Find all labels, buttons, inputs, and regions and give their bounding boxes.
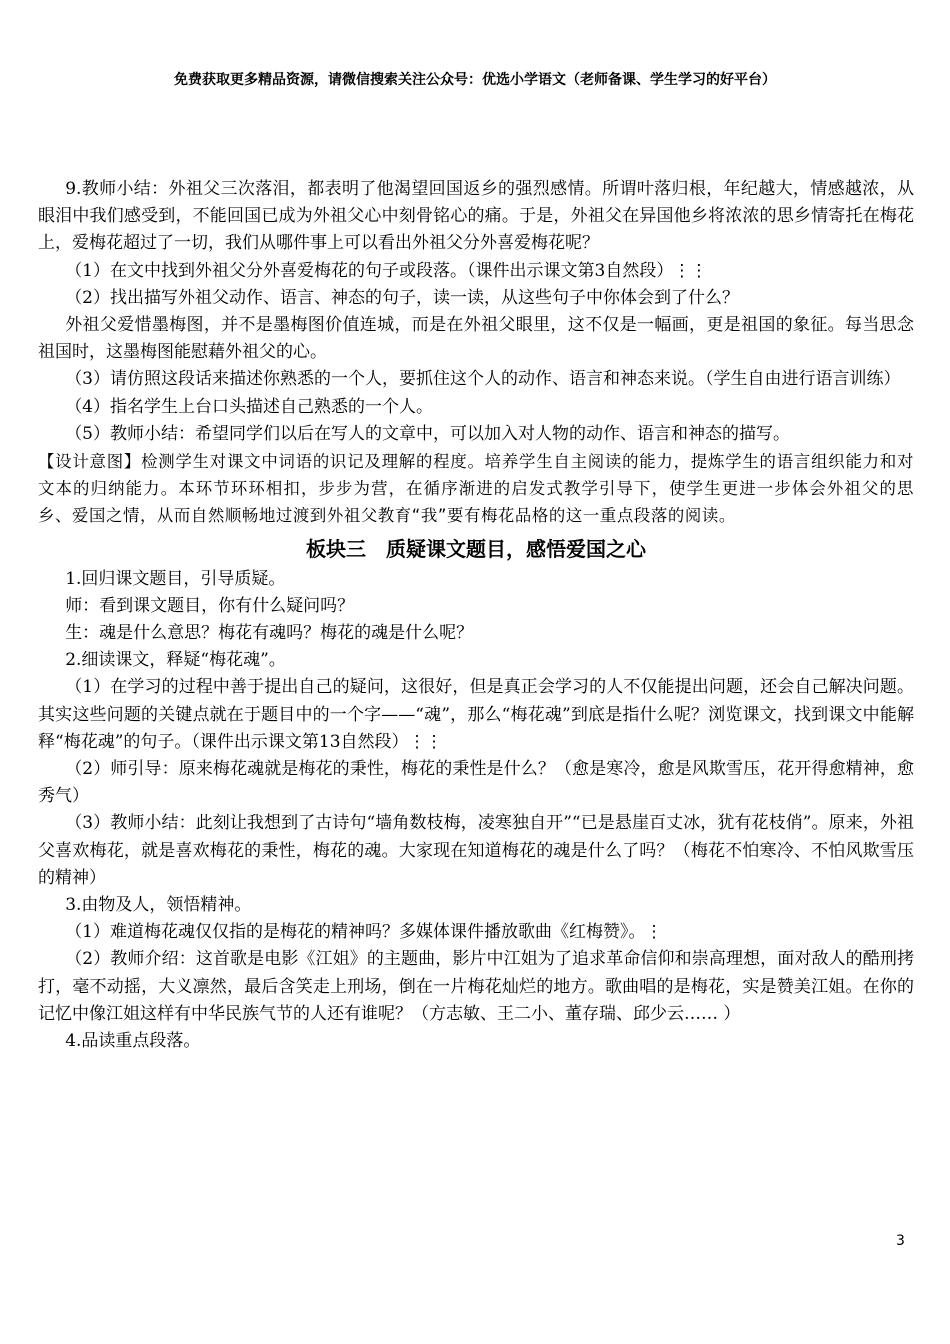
paragraph-step-5: （5）教师小结：希望同学们以后在写人的文章中，可以加入对人物的动作、语言和神态的描写。 (65, 423, 791, 444)
paragraph-close-reading-1: （1）在学习的过程中善于提出自己的疑问，这很好，但是真正会学习的人不仅能提出问题，还会自己解决问题。其实这些问题的关键点就在于题目中的一个字——“魂”，那么“梅花魂”到底是指什么呢？浏览课文，找到课文中能解释“梅花魂”的句子。（课件出示课文第13自然段）⋮⋮ (38, 677, 914, 752)
paragraph-step-4: （4）指名学生上台口头描述自己熟悉的一个人。 (65, 396, 434, 417)
section-title: 板块三 质疑课文题目，感悟爱国之心 (306, 536, 646, 561)
paragraph-ink-plum-painting: 外祖父爱惜墨梅图，并不是墨梅图价值连城，而是在外祖父眼里，这不仅是一幅画，更是祖国的象征。每当思念祖国时，这墨梅图能慰藉外祖父的心。 (38, 315, 914, 363)
paragraph-key-reading: 4.品读重点段落。 (65, 1031, 201, 1052)
paragraph-object-person-1: （1）难道梅花魂仅仅指的是梅花的精神吗？多媒体课件播放歌曲《红梅赞》。⋮ (65, 922, 663, 943)
paragraph-step-1: （1）在文中找到外祖父分外喜爱梅花的句子或段落。（课件出示课文第3自然段）⋮⋮ (65, 260, 708, 281)
design-intent-note: 【设计意图】检测学生对课文中词语的识记及理解的程度。培养学生自主阅读的能力，提炼学生的语言组织能力和对文本的归纳能力。本环节环环相扣，步步为营，在循序渐进的启发式教学引导下，使学生更进一步体会外祖父的思乡、爱国之情，从而自然顺畅地过渡到外祖父教育“我”要有梅花品格的这一重点段落的阅读。 (38, 452, 914, 526)
paragraph-close-reading-2: （2）师引导：原来梅花魂就是梅花的秉性，梅花的秉性是什么？（愈是寒冷，愈是风欺雪压，花开得愈精神，愈秀气） (38, 759, 914, 807)
page-number: 3 (896, 1233, 905, 1249)
paragraph-teacher-question: 师：看到课文题目，你有什么疑问吗？ (65, 595, 355, 616)
paragraph-teacher-summary-9: 9.教师小结：外祖父三次落泪，都表明了他渴望回国返乡的强烈感情。所谓叶落归根，年纪越大，情感越浓，从眼泪中我们感受到，不能回国已成为外祖父心中刻骨铭心的痛。于是，外祖父在异国他乡将浓浓的思乡情寄托在梅花上，爱梅花超过了一切，我们从哪件事上可以看出外祖父分外喜爱梅花呢？ (38, 179, 914, 254)
paragraph-return-to-title: 1.回归课文题目，引导质疑。 (65, 568, 286, 589)
paragraph-object-person-2: （2）教师介绍：这首歌是电影《江姐》的主题曲，影片中江姐为了追求革命信仰和崇高理想，面对敌人的酷刑拷打，毫不动摇，大义凛然，最后含笑走上刑场，倒在一片梅花灿烂的地方。歌曲唱的是梅花，实是赞美江姐。在你的记忆中像江姐这样有中华民族气节的人还有谁呢？（方志敏、王二小、董存瑞、邱少云…… ） (38, 949, 914, 1024)
paragraph-step-3: （3）请仿照这段话来描述你熟悉的一个人，要抓住这个人的动作、语言和神态来说。（学生自由进行语言训练） (65, 369, 901, 390)
paragraph-close-reading: 2.细读课文，释疑“梅花魂”。 (65, 650, 286, 671)
paragraph-student-question: 生：魂是什么意思？梅花有魂吗？梅花的魂是什么呢？ (65, 623, 474, 644)
paragraph-from-object-to-person: 3.由物及人，领悟精神。 (65, 895, 252, 916)
paragraph-close-reading-3: （3）教师小结：此刻让我想到了古诗句“墙角数枝梅，凌寒独自开”“已是悬崖百丈冰，犹有花枝俏”。原来，外祖父喜欢梅花，就是喜欢梅花的秉性，梅花的魂。大家现在知道梅花的魂是什么了吗？（梅花不怕寒冷、不怕风欺雪压的精神） (38, 813, 914, 888)
document-body (38, 176, 914, 1055)
page-header-banner: 免费获取更多精品资源，请微信搜索关注公众号：优选小学语文（老师备课、学生学习的好平台） (174, 72, 776, 88)
paragraph-step-2: （2）找出描写外祖父动作、语言、神态的句子，读一读，从这些句子中你体会到了什么？ (65, 287, 740, 308)
